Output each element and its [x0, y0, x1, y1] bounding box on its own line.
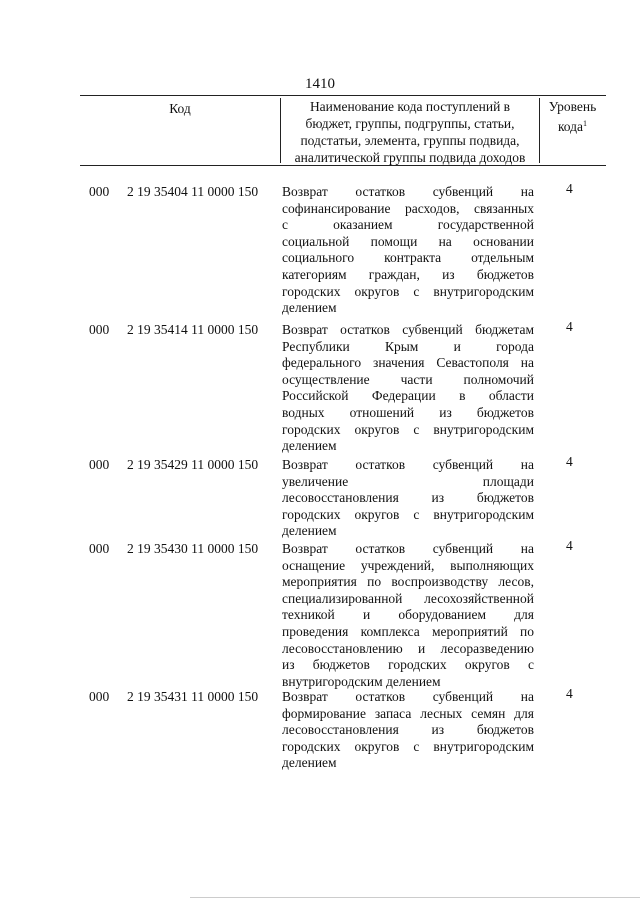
- revenue-description: [282, 457, 534, 540]
- description-line: Российской Федерации в области: [282, 388, 534, 404]
- header-level-line2: [539, 115, 606, 135]
- header-name-line: подстатьи, элемента, группы подвида,: [300, 133, 520, 148]
- bottom-divider: [190, 897, 640, 898]
- description-line: увеличение площади: [282, 473, 534, 489]
- code-level: 4: [566, 686, 573, 701]
- code-level: 4: [566, 538, 573, 553]
- admin-code: 000: [89, 541, 110, 556]
- description-line: внутригородским делением: [282, 673, 441, 689]
- description-line: техникой и оборудованием для: [282, 607, 534, 623]
- description-line: софинансирование расходов, связанных: [282, 200, 534, 216]
- description-line: городских округов с внутригородским: [282, 421, 534, 437]
- description-line: делением: [282, 523, 337, 539]
- admin-code: 000: [89, 689, 110, 704]
- description-line: Возврат остатков субвенций бюджетам: [282, 322, 534, 337]
- description-line: Возврат остатков субвенций на: [282, 689, 534, 704]
- revenue-code: 2 19 35414 11 0000 150: [127, 322, 259, 337]
- page-number: 1410: [305, 76, 335, 92]
- header-name-line: Наименование кода поступлений в: [309, 99, 511, 114]
- header-code: Код: [169, 101, 191, 116]
- description-line: с оказанием государственной: [282, 217, 534, 233]
- table-header: [80, 95, 606, 166]
- description-line: проведения комплекса мероприятий по: [282, 623, 534, 639]
- description-line: делением: [282, 300, 337, 316]
- description-line: Возврат остатков субвенций на: [282, 457, 534, 472]
- header-level-line1: Уровень: [548, 99, 597, 114]
- description-line: категориям граждан, из бюджетов: [282, 266, 534, 282]
- code-level: 4: [566, 319, 573, 334]
- header-name-line: бюджет, группы, подгруппы, статьи,: [305, 116, 515, 131]
- description-line: водных отношений из бюджетов: [282, 404, 534, 420]
- description-line: делением: [282, 755, 337, 771]
- description-line: городских округов с внутригородским: [282, 506, 534, 522]
- description-line: лесовосстановления из бюджетов: [282, 722, 534, 738]
- revenue-code: 2 19 35404 11 0000 150: [127, 184, 259, 199]
- admin-code: 000: [89, 322, 110, 337]
- revenue-description: [282, 689, 534, 772]
- description-line: мероприятия по воспроизводству лесов,: [282, 574, 534, 590]
- header-level-word: кода: [557, 119, 584, 134]
- description-line: из бюджетов городских округов с: [282, 657, 534, 673]
- revenue-description: [282, 184, 534, 317]
- footnote-mark: 1: [583, 119, 588, 128]
- description-line: городских округов с внутригородским: [282, 738, 534, 754]
- revenue-code: 2 19 35430 11 0000 150: [127, 541, 259, 556]
- admin-code: 000: [89, 457, 110, 472]
- description-line: формирование запаса лесных семян для: [282, 705, 534, 721]
- description-line: лесовосстановлению и лесоразведению: [282, 640, 534, 656]
- admin-code: 000: [89, 184, 110, 199]
- revenue-code: 2 19 35429 11 0000 150: [127, 457, 259, 472]
- revenue-code: 2 19 35431 11 0000 150: [127, 689, 259, 704]
- code-level: 4: [566, 454, 573, 469]
- code-level: 4: [566, 181, 573, 196]
- revenue-description: [282, 541, 534, 690]
- description-line: делением: [282, 438, 337, 454]
- header-name-line: аналитической группы подвида доходов: [294, 150, 526, 165]
- revenue-description: [282, 322, 534, 455]
- description-line: городских округов с внутригородским: [282, 283, 534, 299]
- description-line: социальной помощи на основании: [282, 233, 534, 249]
- header-name: [280, 98, 540, 163]
- description-line: Возврат остатков субвенций на: [282, 541, 534, 556]
- description-line: специализированной лесохозяйственной: [282, 590, 534, 606]
- description-line: федерального значения Севастополя на: [282, 355, 534, 371]
- header-level: [539, 98, 606, 135]
- description-line: Возврат остатков субвенций на: [282, 184, 534, 199]
- description-line: оснащение учреждений, выполняющих: [282, 557, 534, 573]
- description-line: социального контракта отдельным: [282, 250, 534, 266]
- description-line: лесовосстановления из бюджетов: [282, 490, 534, 506]
- description-line: Республики Крым и города: [282, 338, 534, 354]
- description-line: осуществление части полномочий: [282, 371, 534, 387]
